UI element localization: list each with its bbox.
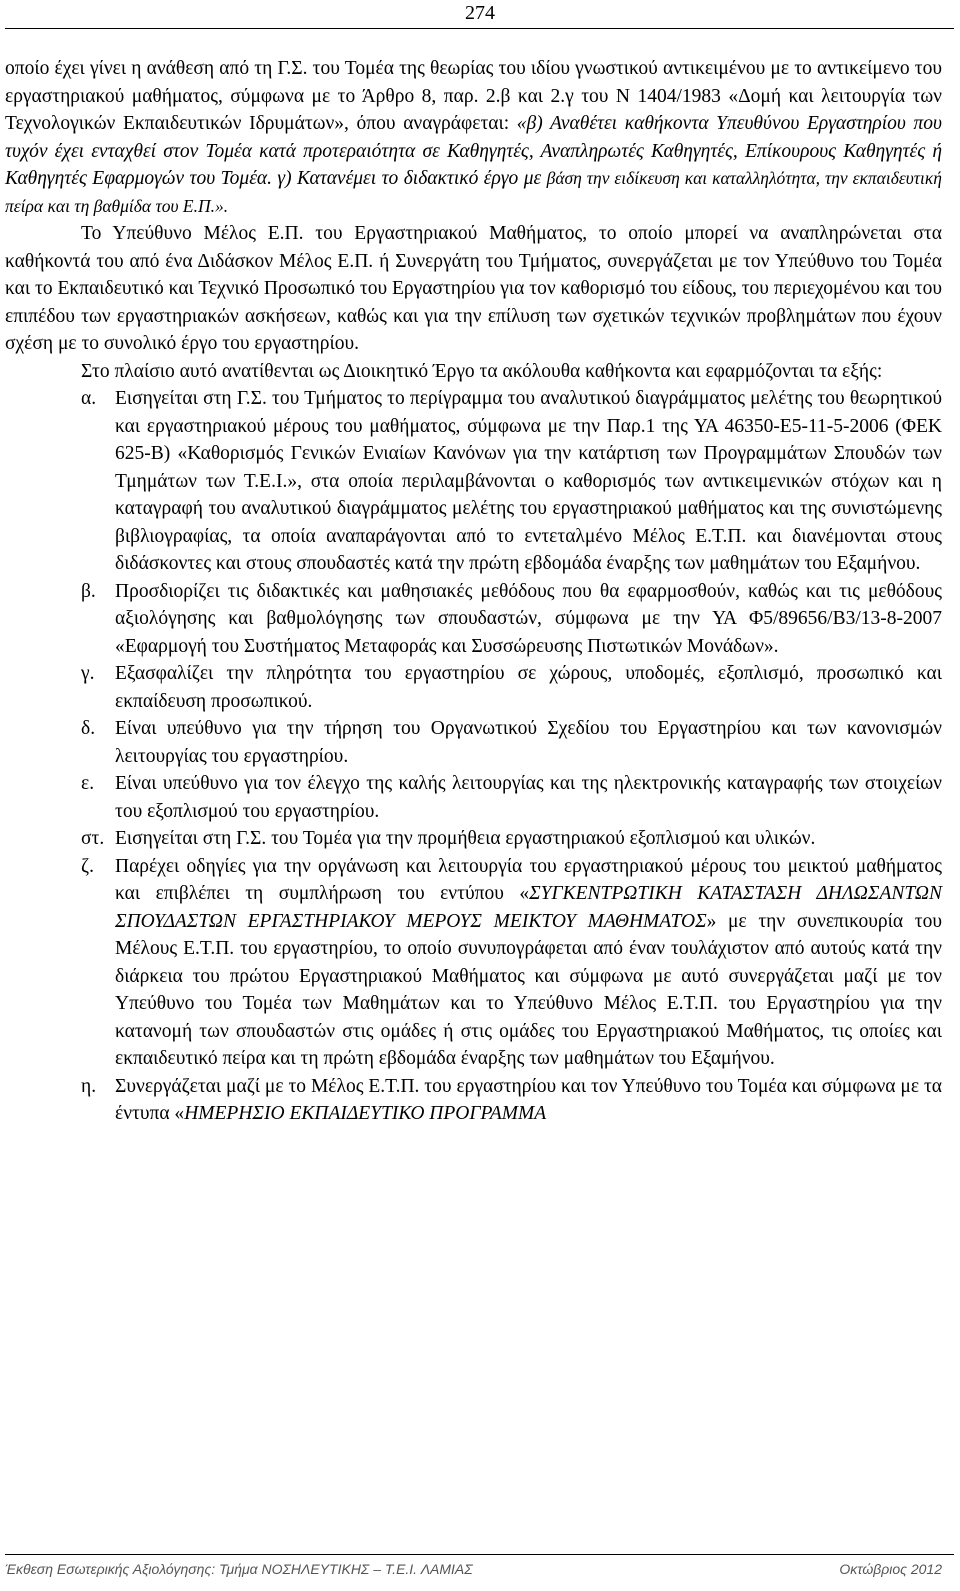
header-rule [5,28,954,29]
intro-quote-italic-end: βάση την ειδίκευση και καταλληλότητα, την εκπαιδευτική πείρα και τη βαθμίδα του Ε.Π.». [5,168,942,216]
list-item-label: β. [81,580,96,602]
list-item-text: Είναι υπεύθυνο για τον έλεγχο της καλής λειτουργίας και της ηλεκτρονικής καταγραφής των στοιχείων του εξοπλισμού του εργαστηρίου. [115,773,942,822]
item-z-pre: Παρέχει οδηγίες για την οργάνωση και λειτουργία του εργαστηριακού μέρους του μεικτού μαθήματος και επιβλέπει τη συμπλήρωση του εντύπου « [115,855,942,904]
list-item [5,853,942,1073]
list-item-text: Εισηγείται στη Γ.Σ. του Τμήματος το περίγραμμα του αναλυτικού διαγράμματος μελέτης του θεωρητικού και εργαστηριακού μέρους του μαθήματος, σύμφωνα με την Παρ.1 της ΥΑ 46350-Ε5-11-5-2006 (ΦΕΚ 625-Β) «Καθορισμός Γενικών Ενιαίων Κανόνων για την κατάρτιση των Προγραμμάτων Σπουδών των Τμημάτων των Τ.Ε.Ι.», στα οποία περιλαμβάνονται ο καθορισμός των αντικειμενικών στόχων και η καταγραφή του αναλυτικού διαγράμματος μελέτης του εργαστηριακού μαθήματος και της συνιστώμενης βιβλιογραφίας, τα οποία αναπαράγονται από το εντεταλμένο Μέλος Ε.Τ.Π. και διανέμονται στους διδάσκοντες και στους σπουδαστές κατά την πρώτη εβδομάδα έναρξης των μαθημάτων του Εξαμήνου. [115,388,942,574]
list-item-label: ε. [81,773,95,794]
page-body [5,55,942,1128]
intro-quote-italic: «β) Αναθέτει καθήκοντα Υπευθύνου Εργαστηρίου που τυχόν έχει ενταχθεί στον Τομέα κατά προτεραιότητα σε Καθηγητές, Αναπληρωτές Καθηγητές, Επίκουρους Καθηγητές ή Καθηγητές Εφαρμογών του Τομέα. γ) Κατανέμει το διδακτικό έργο με [5,113,942,189]
list-item-text: Εισηγείται στη Γ.Σ. του Τομέα για την προμήθεια εργαστηριακού εξοπλισμού και υλικών. [115,828,816,849]
list-item-label: δ. [81,718,96,739]
footer-rule [5,1554,954,1555]
list-item-text [115,853,942,1073]
list-item-text: Προσδιορίζει τις διδακτικές και μαθησιακές μεθόδους που θα εφαρμοσθούν, καθώς και τις μεθόδους αξιολόγησης και βαθμολόγησης των σπουδαστών, σύμφωνα με την ΥΑ Φ5/89656/Β3/13-8-2007 «Εφαρμογή του Συστήματος Μεταφοράς και Συσσώρευσης Πιστωτικών Μονάδων». [115,580,942,657]
list-item [5,578,942,661]
list-item [5,385,942,578]
list-item [5,825,942,853]
responsible-member-paragraph: Το Υπεύθυνο Μέλος Ε.Π. του Εργαστηριακού Μαθήματος, το οποίο μπορεί να αναπληρώνεται στα καθήκοντά του από ένα Διδάσκον Μέλος Ε.Π. ή Συνεργάτη του Τμήματος, συνεργάζεται με τον Υπεύθυνο του Τομέα και το Εκπαιδευτικό και Τεχνικό Προσωπικό του Εργαστηρίου για τον καθορισμό του είδους, του περιεχομένου και του επιπέδου των εργαστηριακών ασκήσεων, καθώς και για την επίλυση των σχετικών τεχνικών προβλημάτων που έχουν σχέση με το συνολικό έργο του εργαστηρίου. [5,223,942,354]
admin-duties-paragraph: Στο πλαίσιο αυτό ανατίθενται ως Διοικητικό Έργο τα ακόλουθα καθήκοντα και εφαρμόζονται τα εξής: [81,360,883,382]
list-item-label: στ. [81,828,105,849]
list-item [5,770,942,825]
list-item-label: η. [81,1075,97,1097]
list-item-text: Εξασφαλίζει την πληρότητα του εργαστηρίου σε χώρους, υποδομές, εξοπλισμό, προσωπικό και εκπαίδευση προσωπικού. [115,663,942,712]
list-item-label: α. [81,388,97,409]
item-h-pre: Συνεργάζεται μαζί με το Μέλος Ε.Τ.Π. του εργαστηρίου και τον Υπεύθυνο του Τομέα και σύμφωνα με τα έντυπα « [115,1075,942,1124]
intro-paragraph [5,55,942,220]
footer-date: Οκτώβριος 2012 [839,1561,942,1577]
duties-list [5,385,942,1128]
list-item [5,660,942,715]
list-item-text [115,1073,942,1128]
list-item-label: ζ. [81,855,94,877]
list-item-text: Είναι υπεύθυνο για την τήρηση του Οργανωτικού Σχεδίου του Εργαστηρίου και των κανονισμών λειτουργίας του εργαστηρίου. [115,718,942,767]
form-title-italic: ΣΥΓΚΕΝΤΡΩΤΙΚΗ ΚΑΤΑΣΤΑΣΗ ΔΗΛΩΣΑΝΤΩΝ ΣΠΟΥΔΑΣΤΩΝ ΕΡΓΑΣΤΗΡΙΑΚΟΥ ΜΕΡΟΥΣ ΜΕΙΚΤΟΥ ΜΑΘΗΜΑΤΟΣ [115,883,942,932]
intro-text: οποίο έχει γίνει η ανάθεση από τη Γ.Σ. του Τομέα της θεωρίας του ιδίου γνωστικού αντικειμένου με το αντικείμενο του εργαστηριακού μαθήματος, σύμφωνα με το Άρθρο 8, παρ. 2.β και 2.γ του Ν 1404/1983 «Δομή και λειτουργία των Τεχνολογικών Εκπαιδευτικών Ιδρυμάτων», όπου αναγράφεται: [5,58,942,134]
list-item-label: γ. [81,663,95,684]
item-z-post: » με την συνεπικουρία του Μέλους Ε.Τ.Π. του εργαστηρίου, το οποίο συνυπογράφεται από έναν τουλάχιστον από αυτούς κατά την διάρκεια του πρώτου Εργαστηριακού Μαθήματος και σύμφωνα με αυτό συνεργάζεται μαζί με τον Υπεύθυνο του Τομέα των Μαθημάτων και το Υπεύθυνο Μέλος Ε.Τ.Π. του Εργαστηρίου για την κατανομή των σπουδαστών στις ομάδες ή στις ομάδες του Εργαστηριακού Μαθήματος, τις οποίες και εκπαιδευτικό πείρα και τη πρώτη εβδομάδα έναρξης των μαθημάτων του Εξαμήνου. [115,910,942,1069]
schedule-title-italic: ΗΜΕΡΗΣΙΟ ΕΚΠΑΙΔΕΥΤΙΚΟ ΠΡΟΓΡΑΜΜΑ [184,1103,547,1124]
page-number: 274 [465,2,495,24]
footer-report-title: Έκθεση Εσωτερικής Αξιολόγησης: Τμήμα ΝΟΣΗΛΕΥΤΙΚΗΣ – Τ.Ε.Ι. ΛΑΜΙΑΣ [5,1561,473,1577]
list-item [5,1073,942,1128]
list-item [5,715,942,770]
